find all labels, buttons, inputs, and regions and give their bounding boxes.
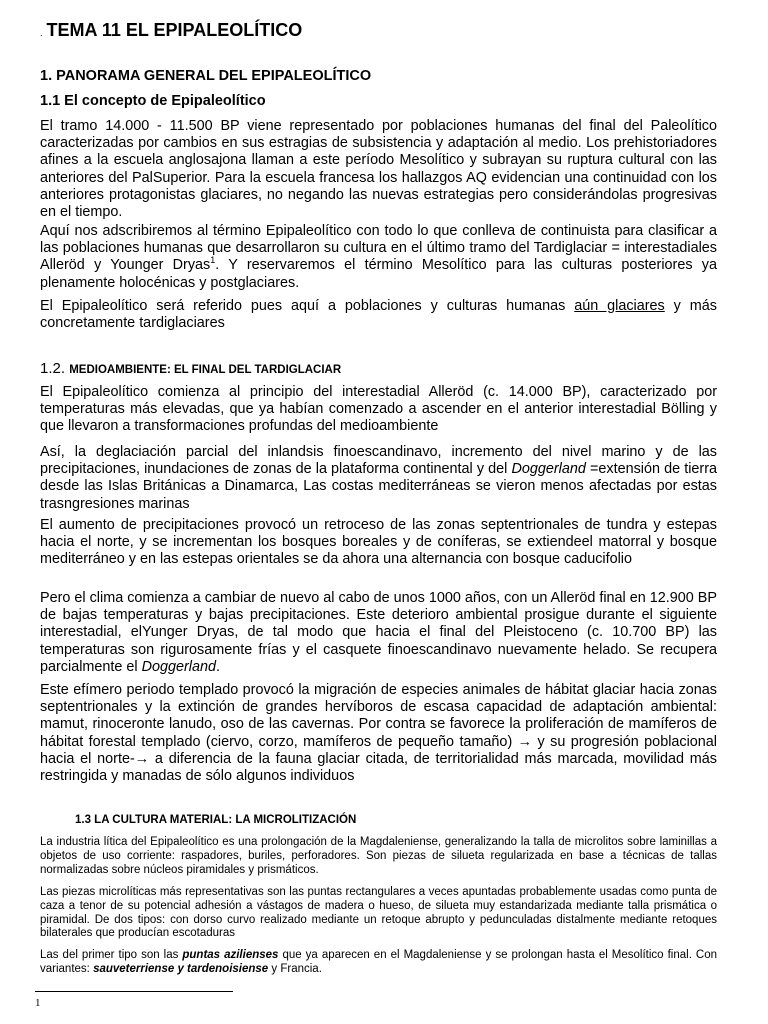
footnote-reference[interactable]: 1 (210, 255, 216, 266)
section-1-2-heading: 1.2. MEDIOAMBIENTE: EL FINAL DEL TARDIGLACIAR (40, 360, 342, 377)
paragraph-environment-4: Pero el clima comienza a cambiar de nuevo al cabo de unos 1000 años, con un Alleröd final en 12.900 BP de bajas temperaturas y bajas precipitaciones. Este deterioro ambiental prosigue durante el siguiente interestadial, elYunger Dryas, de tal modo que hacia el final del Pleistoceno (c. 10.700 BP) las temperaturas son rigurosamente frías y el casquete finoescandinavo nuevamente helado. Se recupera parcialmente el Doggerland. (40, 590, 717, 675)
section-1-1-heading: 1.1 El concepto de Epipaleolítico (40, 93, 266, 109)
paragraph-material-3: Las del primer tipo son las puntas azilienses que ya aparecen en el Magdaleniense y se prolongan hasta el Mesolítico final. Con variantes: sauveterriense y tardenoisiense y Francia. (40, 949, 717, 975)
paragraph-concept-1: El tramo 14.000 - 11.500 BP viene representado por poblaciones humanas del final del Paleolítico caracterizadas por cambios en sus estragias de subsistencia y adaptación al medio. Los prehistoriadores afines a la escuela anglosajona llaman a este período Mesolítico y subrayan su ruptura cultural con las anteriores del PalSuperior. Para la escuela francesa los hallazgos AQ evidencian una continuidad con los anteriores protagonistas glaciares, no negando las nuevas estrategias pero considerándolas progresivas en el tiempo. (40, 118, 717, 221)
paragraph-concept-2: Aquí nos adscribiremos al término Epipaleolítico con todo lo que conlleva de continuista para clasificar a las poblaciones humanas que desarrollaron su cultura en el último tramo del Tardiglaciar = interestadiales Alleröd y Younger Dryas$^1$. Y reservaremos el término Mesolítico para las culturas posteriores ya plenamente holocénicas y postglaciares. (40, 223, 718, 291)
section-1-3-heading: 1.3 LA CULTURA MATERIAL: LA MICROLITIZACIÓN (75, 814, 357, 826)
section-1-heading: 1. PANORAMA GENERAL DEL EPIPALEOLÍTICO (40, 68, 372, 84)
paragraph-environment-1: El Epipaleolítico comienza al principio del interestadial Alleröd (c. 14.000 BP), caracterizado por temperaturas más elevadas, que ya habían comenzado a ascender en el anterior interestadial Bölling y que llevaron a transformaciones profundas del medioambiente (40, 384, 717, 435)
footnote-marker: 1 (35, 997, 41, 1009)
paragraph-environment-5: Este efímero periodo templado provocó la migración de especies animales de hábitat glaciar hacia zonas septentrionales y la extinción de grandes hervíboros de escasa capacidad de adaptación ambiental: mamut, rinoceronte lanudo, oso de las cavernas. Por contra se favorece la proliferación de mamíferos de hábitat forestal templado (ciervo, corzo, mamíferos de pequeño tamaño) → y su progresión poblacional hacia el norte-→ a diferencia de la fauna glaciar citada, de territorialidad más marcada, movilidad más restringida y manadas de sólo algunos individuos (40, 682, 717, 785)
paragraph-material-1: La industria lítica del Epipaleolítico es una prolongación de la Magdaleniense, generalizando la talla de microlitos sobre laminillas a objetos de uso corriente: raspadores, buriles, perforadores. Son piezas de silueta regularizada en base a técnicas de tallas normalizadas sobre núcleos piramidales y prismáticos. (40, 836, 717, 876)
paragraph-environment-3: El aumento de precipitaciones provocó un retroceso de las zonas septentrionales de tundra y estepas hacia el norte, y se incrementan los bosques boreales y de coníferas, se extiendeel matorral y bosque mediterráneo y en las estepas orientales se da ahora una alternancia con bosque caducifolio (40, 517, 717, 568)
paragraph-environment-2: Así, la deglaciación parcial del inlandsis finoescandinavo, incremento del nivel marino y de las precipitaciones, inundaciones de zonas de la plataforma continental y del Doggerland =extensión de tierra desde las Islas Británicas a Dinamarca, Las costas mediterráneas se vieron menos afectadas por estas trasngresiones marinas (40, 444, 717, 512)
paragraph-concept-3: El Epipaleolítico será referido pues aquí a poblaciones y culturas humanas aún glaciares y más concretamente tardiglaciares (40, 298, 717, 332)
paragraph-material-2: Las piezas microlíticas más representativas son las puntas rectangulares a veces apuntadas probablemente usadas como punta de caza a tenor de su potencial adhesión a vástagos de madera o hueso, de silueta muy estandarizada mediante talla prismática o piramidal. De dos tipos: con dorso curvo realizado mediante un retoque abrupto y pedunculadas distalmente mediante retoques bilaterales que producían escotaduras (40, 886, 717, 940)
document-title: . TEMA 11 EL EPIPALEOLÍTICO (40, 20, 303, 40)
footnote-separator (35, 991, 233, 992)
